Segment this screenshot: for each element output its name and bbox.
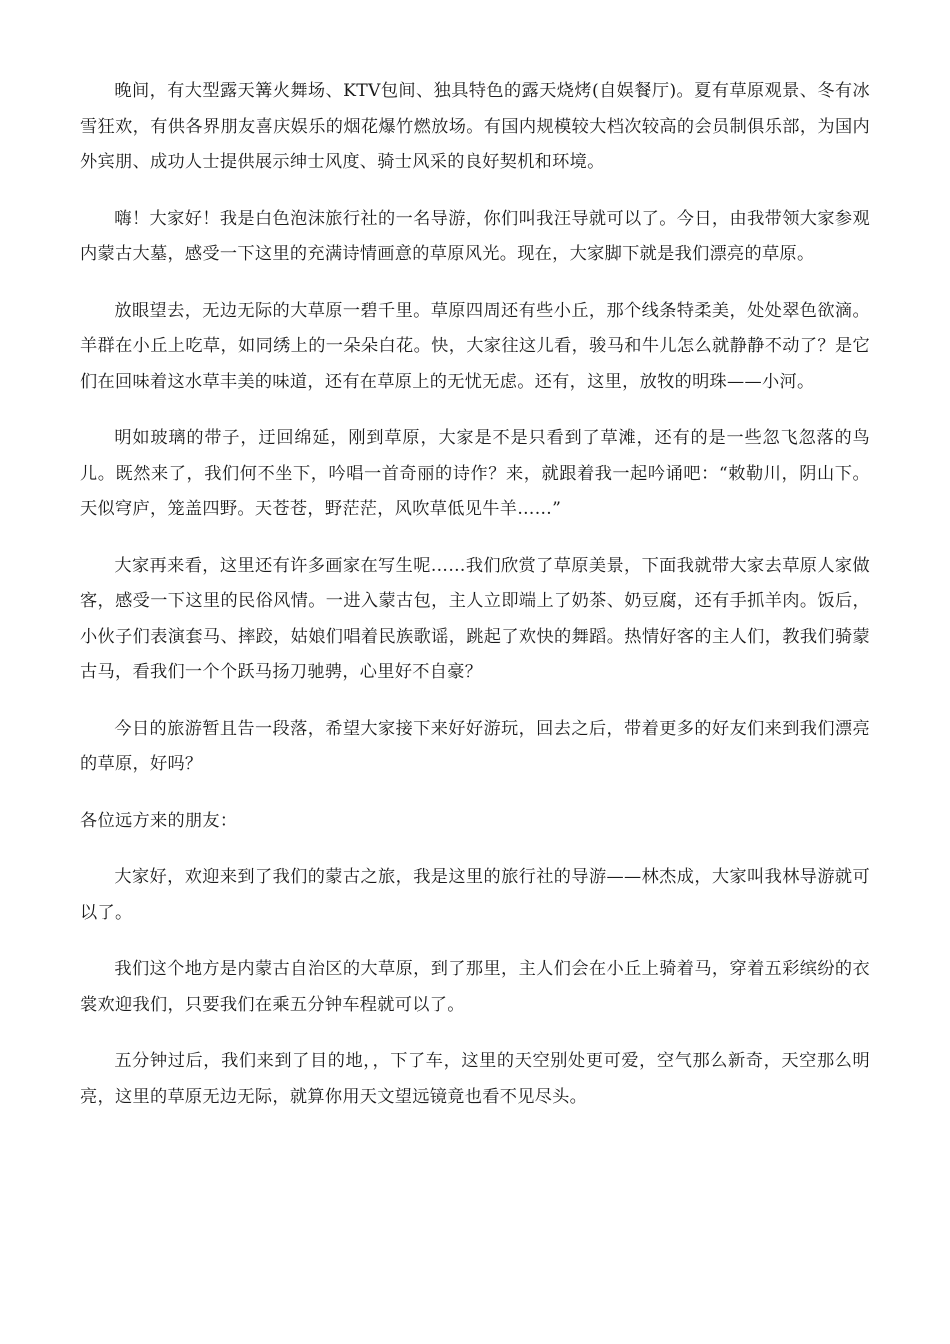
paragraph-9: 我们这个地方是内蒙古自治区的大草原，到了那里，主人们会在小丘上骑着马，穿着五彩缤纷的衣裳欢迎我们，只要我们在乘五分钟车程就可以了。 (80, 959, 870, 1015)
paragraph-5: 大家再来看，这里还有许多画家在写生呢……我们欣赏了草原美景，下面我就带大家去草原人家做客，感受一下这里的民俗风情。一进入蒙古包，主人立即端上了奶茶、奶豆腐，还有手抓羊肉。饭后，小伙子们表演套马、摔跤，姑娘们唱着民族歌谣，跳起了欢快的舞蹈。热情好客的主人们，教我们骑蒙古马，看我们一个个跃马扬刀驰骋，心里好不自豪？ (80, 555, 870, 682)
document-page (80, 74, 870, 1136)
paragraph-greeting: 各位远方来的朋友： (80, 810, 238, 831)
paragraph-1: 晚间，有大型露天篝火舞场、KTV包间、独具特色的露天烧烤(自娱餐厅)。夏有草原观景、冬有冰雪狂欢，有供各界朋友喜庆娱乐的烟花爆竹燃放场。有国内规模较大档次较高的会员制俱乐部，为国内外宾朋、成功人士提供展示绅士风度、骑士风采的良好契机和环境。 (80, 81, 870, 172)
paragraph-6: 今日的旅游暂且告一段落，希望大家接下来好好游玩，回去之后，带着更多的好友们来到我们漂亮的草原，好吗？ (80, 718, 870, 774)
paragraph-8: 大家好，欢迎来到了我们的蒙古之旅，我是这里的旅行社的导游——林杰成，大家叫我林导游就可以了。 (80, 867, 870, 923)
paragraph-10: 五分钟过后，我们来到了目的地，，下了车，这里的天空别处更可爱，空气那么新奇，天空那么明亮，这里的草原无边无际，就算你用天文望远镜竟也看不见尽头。 (80, 1051, 870, 1107)
paragraph-3: 放眼望去，无边无际的大草原一碧千里。草原四周还有些小丘，那个线条特柔美，处处翠色欲滴。羊群在小丘上吃草，如同绣上的一朵朵白花。快，大家往这儿看，骏马和牛儿怎么就静静不动了？是它们在回味着这水草丰美的味道，还有在草原上的无忧无虑。还有，这里，放牧的明珠——小河。 (80, 300, 870, 392)
paragraph-4: 明如玻璃的带子，迂回绵延，刚到草原，大家是不是只看到了草滩，还有的是一些忽飞忽落的鸟儿。既然来了，我们何不坐下，吟唱一首奇丽的诗作？来，就跟着我一起吟诵吧：“敕勒川，阴山下。天似穹庐，笼盖四野。天苍苍，野茫茫，风吹草低见牛羊……” (80, 428, 870, 519)
paragraph-2: 嗨！大家好！我是白色泡沫旅行社的一名导游，你们叫我汪导就可以了。今日，由我带领大家参观内蒙古大墓，感受一下这里的充满诗情画意的草原风光。现在，大家脚下就是我们漂亮的草原。 (80, 208, 870, 264)
